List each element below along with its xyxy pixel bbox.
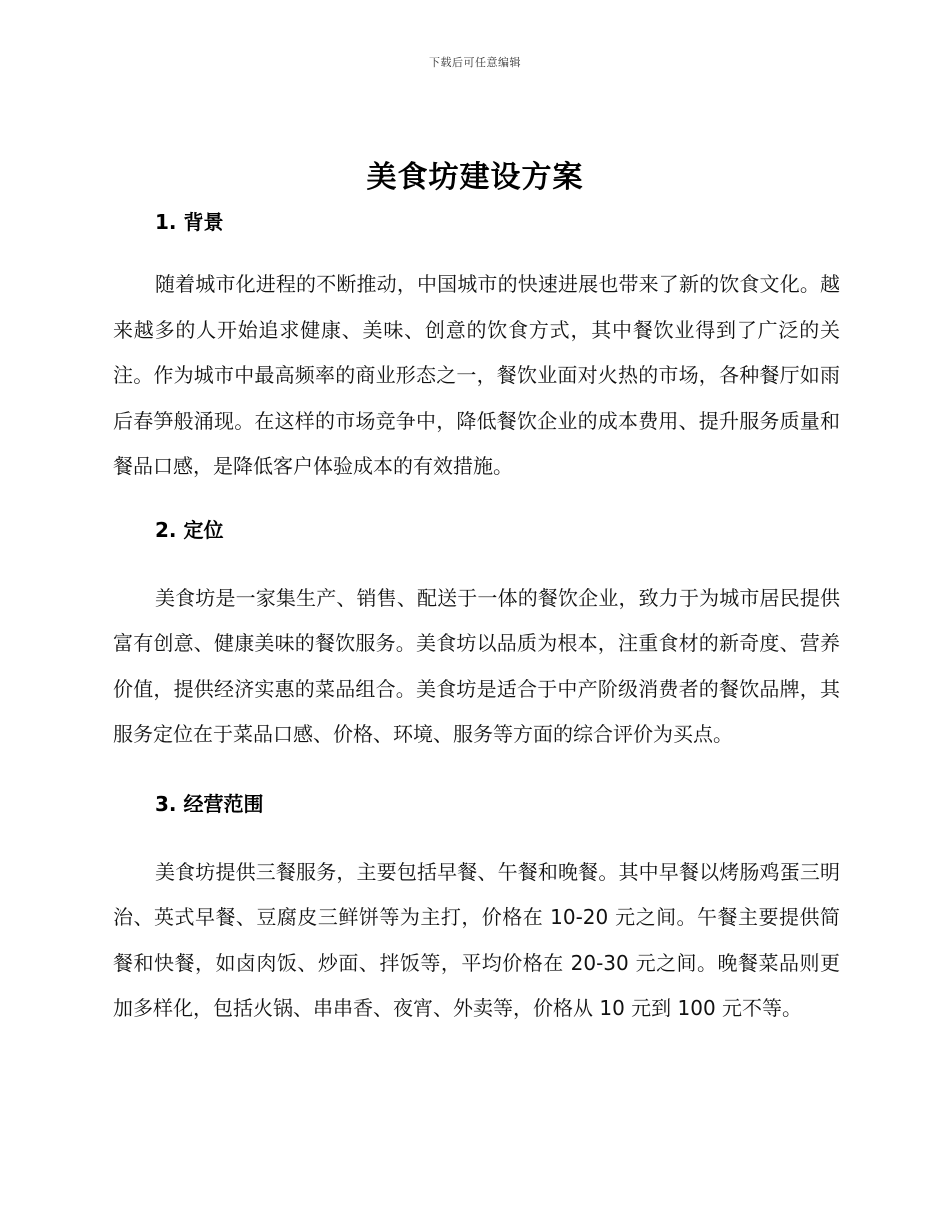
document-title: 美食坊建设方案 xyxy=(366,160,584,195)
section-heading-positioning: 2. 定位 xyxy=(155,517,224,542)
section-positioning xyxy=(113,516,840,758)
page-header-note: 下载后可任意编辑 xyxy=(429,56,521,69)
section-background xyxy=(113,208,840,490)
section-paragraph-positioning: 美食坊是一家集生产、销售、配送于一体的餐饮企业，致力于为城市居民提供富有创意、健康美味的餐饮服务。美食坊以品质为根本，注重食材的新奇度、营养价值，提供经济实惠的菜品组合。美食坊是适合于中产阶级消费者的餐饮品牌，其服务定位在于菜品口感、价格、环境、服务等方面的综合评价为买点。 xyxy=(113,585,840,746)
section-paragraph-business-scope: 美食坊提供三餐服务，主要包括早餐、午餐和晚餐。其中早餐以烤肠鸡蛋三明治、英式早餐、豆腐皮三鲜饼等为主打，价格在 10-20 元之间。午餐主要提供简餐和快餐，如卤肉饭、炒面、拌饭等，平均价格在 20-30 元之间。晚餐菜品则更加多样化，包括火锅、串串香、夜宵、外卖等，价格从 10 元到 100 元不等。 xyxy=(113,859,840,1020)
section-heading-business-scope: 3. 经营范围 xyxy=(155,791,264,816)
section-paragraph-background: 随着城市化进程的不断推动，中国城市的快速进展也带来了新的饮食文化。越来越多的人开始追求健康、美味、创意的饮食方式，其中餐饮业得到了广泛的关注。作为城市中最高频率的商业形态之一，餐饮业面对火热的市场，各种餐厅如雨后春笋般涌现。在这样的市场竞争中，降低餐饮企业的成本费用、提升服务质量和餐品口感，是降低客户体验成本的有效措施。 xyxy=(113,272,840,478)
section-heading-background: 1. 背景 xyxy=(155,210,224,234)
section-business-scope xyxy=(113,790,840,1032)
document-body xyxy=(113,208,840,1032)
